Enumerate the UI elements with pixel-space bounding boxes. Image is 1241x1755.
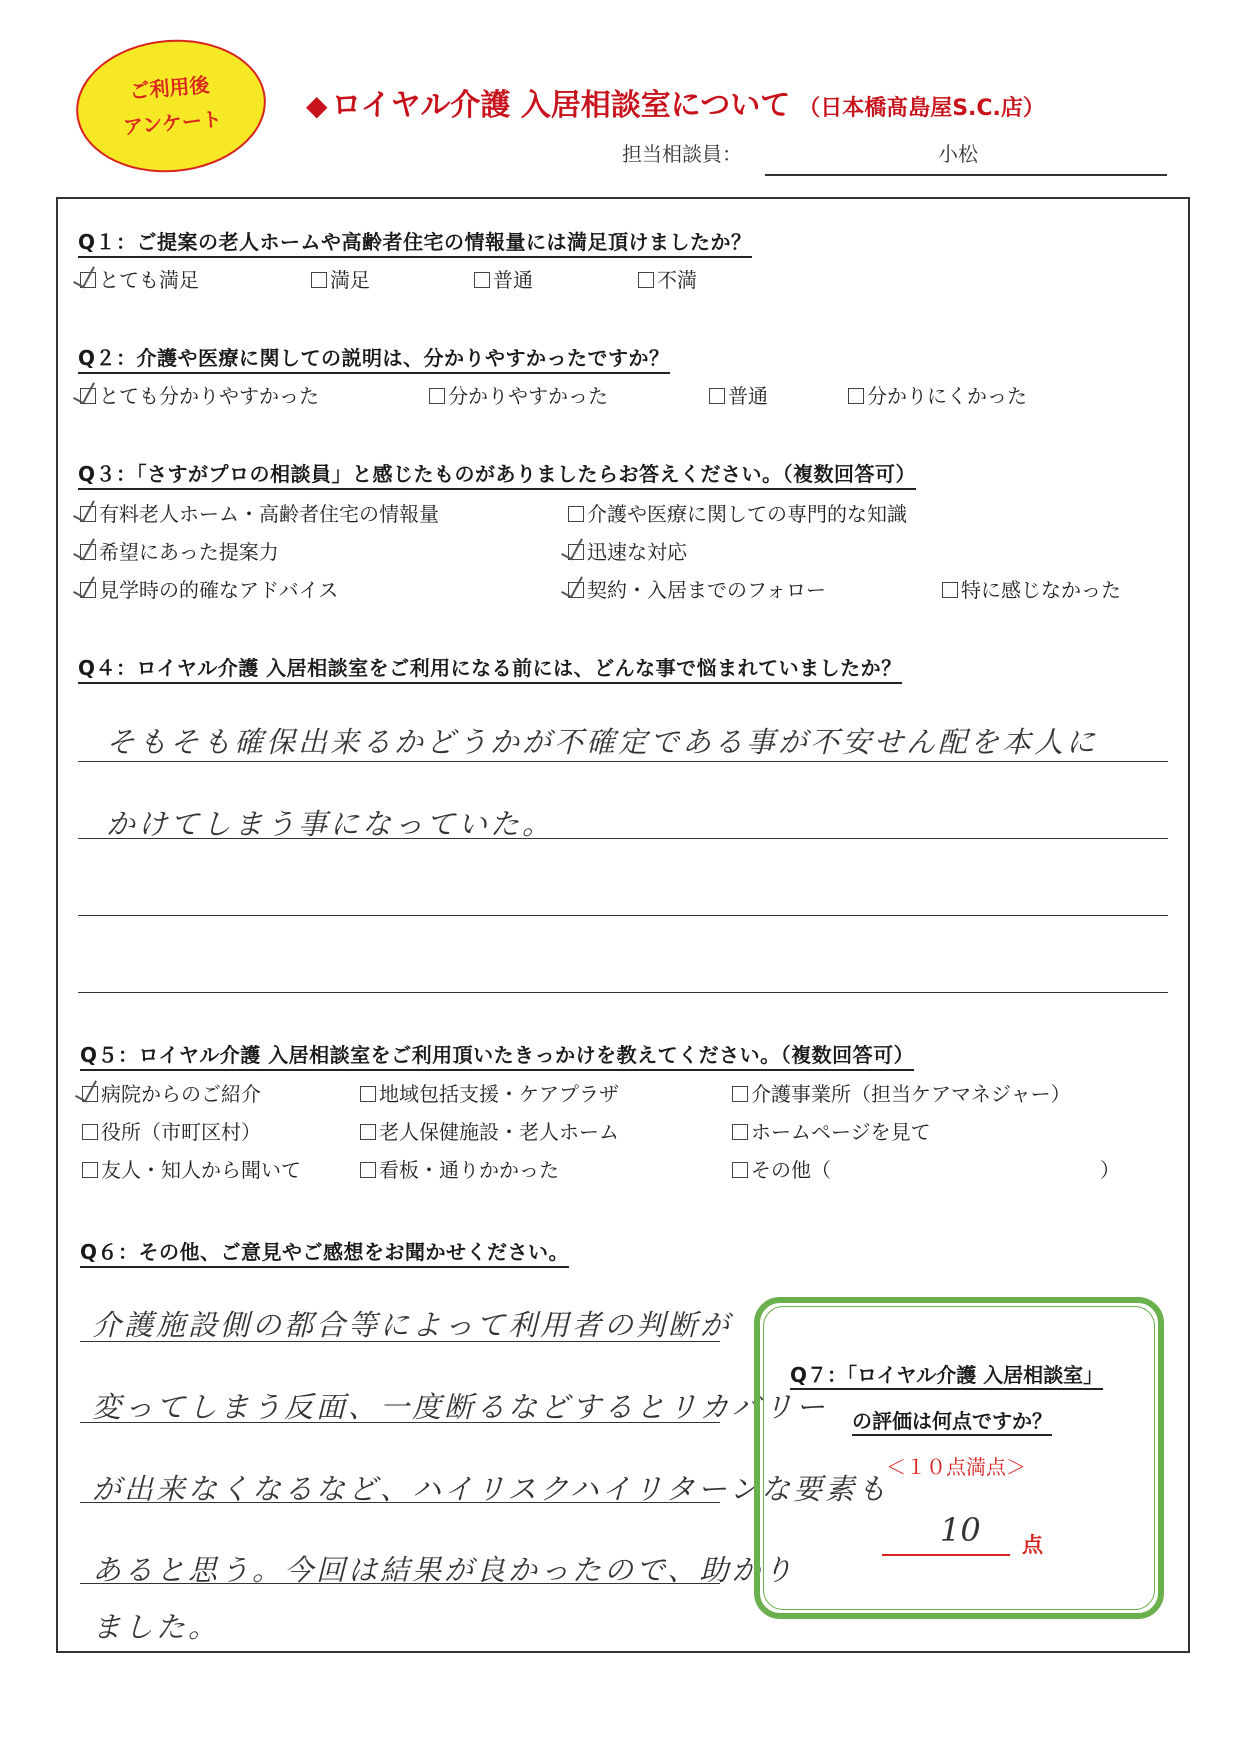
staff-underline [765,174,1167,176]
q3-question: Q３：「さすがプロの相談員」と感じたものがありましたらお答えください。（複数回答可） [78,458,916,490]
q5-other-close-paren: ） [1100,1158,1120,1182]
checkbox[interactable] [360,1124,376,1140]
q1-option-dissatisfied[interactable]: 不満 [638,264,697,293]
badge-line2: アンケート [122,106,223,140]
q6-answer-rule [80,1422,720,1423]
q3-option-quick-response[interactable]: 迅速な対応 [568,536,687,565]
checkbox[interactable] [732,1086,748,1102]
q5-option-hospital[interactable]: 病院からのご紹介 [82,1078,261,1107]
badge-line1: ご利用後 [128,72,211,104]
checkbox-checked[interactable] [80,272,96,288]
checkbox-checked[interactable] [80,544,96,560]
q5-option-friend[interactable]: 友人・知人から聞いて [82,1154,301,1183]
page-title [306,80,1045,124]
q6-answer-rule [80,1502,720,1503]
q5-option-care-plaza[interactable]: 地域包括支援・ケアプラザ [360,1078,619,1107]
q1-question: Q１：ご提案の老人ホームや高齢者住宅の情報量には満足頂けましたか？ [78,226,752,258]
q7-rating-box [754,1297,1164,1619]
checkbox[interactable] [638,272,654,288]
q4-answer-rule [78,915,1168,916]
checkbox[interactable] [360,1162,376,1178]
checkbox-checked[interactable] [82,1086,98,1102]
q3-option-tour-advice[interactable]: 見学時の的確なアドバイス [80,574,338,603]
q5-option-homepage[interactable]: ホームページを見て [732,1116,931,1145]
q3-option-expertise[interactable]: 介護や医療に関しての専門的な知識 [568,498,907,527]
checkbox[interactable] [848,388,864,404]
checkbox[interactable] [82,1124,98,1140]
q6-answer-line4: あると思う。今回は結果が良かったので、助かり [92,1553,796,1587]
q7-score-underline [882,1554,1010,1556]
q5-question: Q５：ロイヤル介護 入居相談室をご利用頂いたきっかけを教えてください。（複数回答可） [80,1039,914,1071]
checkbox[interactable] [709,388,725,404]
q6-answer-rule [80,1583,720,1584]
q3-option-none[interactable]: 特に感じなかった [942,574,1121,603]
q3-option-info-volume[interactable]: 有料老人ホーム・高齢者住宅の情報量 [80,498,439,527]
checkbox[interactable] [568,506,584,522]
checkbox[interactable] [474,272,490,288]
title-text: ロイヤル介護 入居相談室について [331,88,791,123]
q1-option-very-satisfied[interactable]: とても満足 [80,264,199,293]
checkbox[interactable] [360,1086,376,1102]
checkbox[interactable] [732,1124,748,1140]
q5-option-signboard[interactable]: 看板・通りかかった [360,1154,559,1183]
store-name: （日本橋髙島屋S.C.店） [798,96,1045,121]
q4-answer-rule [78,838,1168,839]
checkbox[interactable] [429,388,445,404]
q2-option-unclear[interactable]: 分かりにくかった [848,380,1027,409]
q6-answer-line1: 介護施設側の都合等によって利用者の判断が [92,1308,733,1342]
q4-answer-rule [78,992,1168,993]
q5-option-care-office[interactable]: 介護事業所（担当ケアマネジャー） [732,1078,1071,1107]
staff-name: 小松 [938,142,978,166]
q4-answer-line1: そもそも確保出来るかどうかが不確定である事が不安せん配を本人に [106,725,1099,759]
q6-answer-line5: ました。 [92,1610,221,1644]
diamond-icon: ◆ [306,89,328,122]
q4-question: Q４：ロイヤル介護 入居相談室をご利用になる前には、どんな事で悩まれていましたか？ [78,652,902,684]
checkbox[interactable] [82,1162,98,1178]
q1-option-satisfied[interactable]: 満足 [311,264,370,293]
q5-option-other[interactable]: その他（ [732,1154,831,1183]
staff-label: 担当相談員： [622,142,742,166]
q4-answer-line2: かけてしまう事になっていた。 [106,807,555,841]
q6-answer-line2: 変ってしまう反面、一度断るなどするとリカバリー [92,1390,828,1424]
checkbox-checked[interactable] [80,582,96,598]
q5-option-city-office[interactable]: 役所（市町区村） [82,1116,261,1145]
checkbox-checked[interactable] [80,388,96,404]
q3-option-proposal[interactable]: 希望にあった提案力 [80,536,279,565]
q7-max-note: ＜１０点満点＞ [886,1455,1026,1479]
q6-answer-rule [80,1341,720,1342]
q7-score-unit: 点 [1022,1533,1043,1557]
q6-answer-line3: が出来なくなるなど、ハイリスクハイリターンな要素も [92,1472,890,1506]
checkbox[interactable] [942,582,958,598]
checkbox[interactable] [311,272,327,288]
q6-question: Q６：その他、ご意見やご感想をお聞かせください。 [80,1236,569,1268]
q7-question-sub: の評価は何点ですか？ [852,1405,1052,1436]
checkbox[interactable] [732,1162,748,1178]
q1-option-normal[interactable]: 普通 [474,264,533,293]
q3-option-followup[interactable]: 契約・入居までのフォロー [568,574,826,603]
q2-question: Q２：介護や医療に関しての説明は、分かりやすかったですか？ [78,342,670,374]
q4-answer-rule [78,761,1168,762]
q7-score-value[interactable]: 10 [940,1511,981,1549]
q2-option-normal[interactable]: 普通 [709,380,768,409]
survey-badge [71,32,272,180]
q5-option-nursing-facility[interactable]: 老人保健施設・老人ホーム [360,1116,619,1145]
checkbox-checked[interactable] [568,544,584,560]
checkbox-checked[interactable] [568,582,584,598]
q7-question: Q７：「ロイヤル介護 入居相談室」 [790,1359,1103,1390]
q2-option-very-clear[interactable]: とても分かりやすかった [80,380,319,409]
checkbox-checked[interactable] [80,506,96,522]
q2-option-clear[interactable]: 分かりやすかった [429,380,608,409]
